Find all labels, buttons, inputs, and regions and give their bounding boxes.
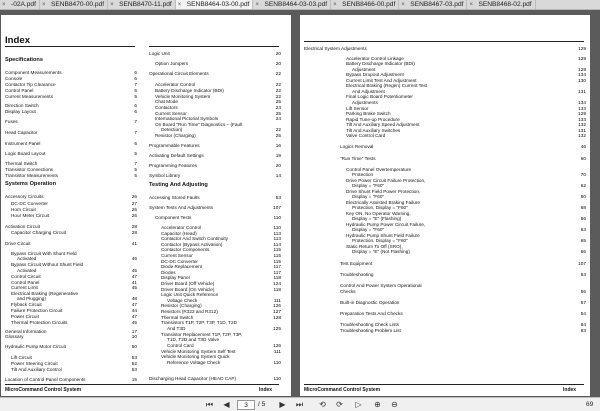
index-page-number: 17 [131,329,137,334]
index-page-number: 111 [273,298,281,303]
close-tab-icon[interactable]: × [469,2,473,8]
index-page-number: 47 [131,274,137,279]
close-tab-icon[interactable]: × [41,2,46,8]
index-entry: Adjustment [352,67,376,72]
index-entry: Valve Control Card [346,133,386,138]
section-heading: Testing And Adjusting [149,182,208,188]
index-page-number: 68 [580,205,586,210]
index-entry: Lift Sensor [346,106,369,111]
index-page-number: 117 [273,264,281,269]
index-entry: Activated [17,256,37,261]
index-page-number: 126 [273,343,281,348]
index-entry: Console [5,76,23,81]
index-entry: Checks [340,289,356,294]
index-page-number: 54 [580,311,586,316]
index-entry: Operational Circuit Elements [149,71,209,76]
index-entry: Tilt And Auxiliary Speed Adjustment [346,122,420,127]
index-page-number: 20 [275,51,281,56]
index-page-number: 7 [134,161,137,166]
index-page-number: 25 [275,111,281,116]
index-entry: Hydraulic Pump Shunt Field Failure [346,233,420,238]
index-entry: Troubleshooting Problem List [340,328,401,333]
tab-6[interactable] [399,0,467,9]
index-page-number: 45 [131,268,137,273]
index-entry: Battery Discharge Indicator (BDI) [346,61,415,66]
index-entry: Accessing Stored Faults [149,195,200,200]
pdf-viewer[interactable] [0,10,600,397]
index-entry: Head Capacitor [5,130,38,135]
index-entry: And Adjustment [352,89,385,94]
index-page-number: 115 [273,259,281,264]
play-icon[interactable]: ▷ [355,400,362,409]
index-entry: Thermal Protection Circuits [11,320,68,325]
index-page-number: 45 [131,285,137,290]
index-page-number: 22 [275,127,281,132]
index-entry: Reference Voltage Check [167,360,221,365]
tab-3[interactable] [176,0,254,9]
index-page-number: 22 [275,88,281,93]
index-page-number: 46 [580,144,586,149]
index-page-number: 63 [580,227,586,232]
index-page-number: 15 [131,377,137,382]
index-page-number: 125 [273,326,281,331]
index-page-number: 113 [273,231,281,236]
index-page-number: 24 [275,116,281,121]
index-entry: Control Circuit [11,274,41,279]
index-page-number: 134 [578,100,586,105]
section-heading: Specifications [5,57,43,63]
index-page-number: 44 [131,308,137,313]
index-page-number: 117 [273,270,281,275]
index-page-number: 7 [134,130,137,135]
index-entry: Electrically Assisted Braking Failure [346,200,420,205]
tab-5[interactable] [331,0,399,9]
index-page-number: 110 [273,225,281,230]
title-divider [149,46,279,47]
index-entry: International Pictorial Symbols [155,116,219,121]
index-page-number: 129 [578,111,586,116]
tab-label: SENB8470-00.pdf [50,1,105,8]
index-page-number: 114 [273,242,281,247]
index-page-number: 118 [273,275,281,280]
index-page-number: 115 [273,247,281,252]
index-entry: Display = "E" (Not Flashing) [352,249,410,254]
index-entry: Control Panel Overtemperature [346,167,412,172]
index-page-number: 66 [580,249,586,254]
index-page-number: 48 [131,296,137,301]
index-page-number: 22 [275,82,281,87]
index-entry: Electrical Braking (Regen) Current Test [346,83,428,88]
index-entry: Accelerator Control [155,82,196,87]
index-entry: and Plugging) [17,296,46,301]
last-page-icon[interactable]: ⏭ [295,400,304,409]
tab-label: SENB8468-02.pdf [478,1,532,8]
index-entry: Direction Switch [5,103,39,108]
index-page-number: 129 [578,67,586,72]
index-entry: Static Return To Off (SRO), [346,244,403,249]
index-page-number: 56 [580,289,586,294]
index-entry: Display = "E" (Flashing) [352,216,402,221]
index-page-number: 5 [134,151,137,156]
index-entry: On Board "Run Time" Diagnostics – (Fault [155,122,243,127]
index-entry: Bypass Circuit Without Shunt Field [11,262,84,267]
index-entry: Resistors (R322 and R312) [161,309,218,314]
index-page-number: 131 [578,89,586,94]
index-page-number: 113 [273,236,281,241]
index-entry: Diode Replacement [161,264,203,269]
index-entry: Symbol Library [149,173,181,178]
index-page-number: 127 [273,309,281,314]
index-page-number: 124 [273,281,281,286]
index-entry: Power Circuit [11,314,39,319]
index-page-number: 118 [273,287,281,292]
close-tab-icon[interactable]: × [110,2,114,8]
index-page-number: 110 [273,376,281,381]
index-entry: "Run Time" Tests [340,156,376,161]
index-entry: Preparation Tests And Checks [340,311,403,316]
index-page-number: 28 [131,230,137,235]
index-page-number: 6 [134,70,137,75]
index-entry: Drive Power Circuit Failure Protection, [346,178,426,183]
index-entry: Parking Brake Switch [346,111,391,116]
index-entry: Discharging Head Capacitor (HEAD CAP) [149,376,237,381]
index-entry: Current Measurements [5,94,53,99]
index-page-number: 5 [134,94,137,99]
rotate-left-icon[interactable]: ⟲ [319,400,326,409]
index-entry: Troubleshooting [340,272,374,277]
index-page-number: 6 [134,141,137,146]
footer-divider [5,384,279,385]
index-page-number: 6 [134,76,137,81]
header-divider [304,41,584,42]
tab-label: SENB8464-03-03.pdf [264,1,328,8]
index-page-number: 20 [275,163,281,168]
index-entry: System Tests And Adjustments [149,205,214,210]
zoom-out-icon[interactable]: ⊖ [391,400,398,409]
tab-bar [0,0,600,10]
index-page-number: 25 [275,99,281,104]
index-entry: Control Panel [11,280,40,285]
index-entry: Glossary [5,334,24,339]
index-entry: Component Tests [155,215,192,220]
index-entry: Detection) [161,127,183,132]
tab-2[interactable] [108,0,176,9]
index-page-number: 60 [580,156,586,161]
index-entry: Fuses [5,119,18,124]
index-entry: Final Logic Board Potentiometer [346,94,413,99]
index-entry: And T3D [167,326,186,331]
index-entry: Transistors T1P, T2P, T3P, T1D, T2D [161,320,237,325]
index-page-number: 110 [273,215,281,220]
index-page-number: 41 [131,241,137,246]
index-entry: Resistor (Charging) [155,133,196,138]
first-page-icon[interactable]: ⏮ [205,400,214,409]
index-entry: Failure Protection Circuit [11,308,63,313]
footer-title: MicroCommand Control System [304,387,381,393]
footer-divider [304,384,584,385]
index-page-number: 26 [131,213,137,218]
index-page-number: 83 [580,328,586,333]
footer-section: Index [259,387,273,393]
index-entry: Location of Control Panel Components [5,377,86,382]
index-entry: Test Equipment [340,261,373,266]
index-entry: T1D, T2D and T3D Valve [167,337,220,342]
index-page-number: 107 [578,261,586,266]
index-entry: Hydraulic Pump Motor Circuit [5,344,66,349]
tab-label: SENB8464-03-00.pdf [186,1,250,8]
index-page-number: 65 [580,238,586,243]
index-entry: Built-in Diagnostic Operation [340,300,400,305]
tab-label: SENB8466-00.pdf [342,1,396,8]
index-entry: Electrical Braking (Regenerative [11,291,78,296]
index-page-number: 10 [131,334,137,339]
index-entry: Accelerator Control Linkage [346,56,404,61]
index-page-number: 20 [275,61,281,66]
footer-section: Index [563,387,577,393]
close-tab-icon[interactable]: × [177,2,182,8]
index-entry: Contactor Components [161,247,210,252]
index-entry: Accelerator Control [161,225,202,230]
index-page-number: 53 [580,272,586,277]
index-page-number: 6 [134,88,137,93]
index-entry: Activated [17,268,37,273]
index-entry: Capacitor (Head) [161,231,197,236]
close-tab-icon[interactable]: × [401,2,405,8]
index-page-number: 62 [580,183,586,188]
index-entry: Activating Default Settings [149,153,204,158]
index-entry: Horn Circuit [11,207,36,212]
index-entry: Control Panel [5,88,34,93]
index-entry: Current Sensor [161,253,193,258]
pdf-page-right [300,15,590,396]
index-entry: Control Card [167,343,194,348]
index-entry: Drive Shunt Field Power Protection, [346,189,421,194]
index-page-number: 134 [578,72,586,77]
index-entry: Transistor Connections [5,167,54,172]
index-entry: Display = "F60" [352,183,385,188]
index-page-number: 110 [273,360,281,365]
index-entry: Hydraulic Pump Power Circuit Failure, [346,222,426,227]
index-entry: Contactors [155,105,178,110]
index-entry: Bypass Circuit With Shunt Field [11,251,77,256]
index-page-number: 133 [578,106,586,111]
index-entry: Vehicle Monitoring System [155,94,211,99]
index-page-number: 70 [580,172,586,177]
pdf-toolbar [0,397,600,411]
index-entry: Vehicle Monitoring System Self Test [161,349,236,354]
index-page-number: 26 [131,194,137,199]
tab-label: SENB8470-11.pdf [119,1,172,8]
index-page-number: 6 [134,103,137,108]
index-entry: Electrical System Adjustments [304,46,367,51]
index-entry: Logics Removal [340,144,374,149]
index-entry: Protection, Display = "F60" [352,238,408,243]
index-page-number: 53 [131,355,137,360]
index-entry: Thermal Switch [5,161,38,166]
tab-4[interactable] [253,0,331,9]
index-entry: DC-DC Converter [11,201,48,206]
page-title: Index [5,35,31,46]
index-entry: Accessory Circuits [5,194,44,199]
index-entry: Activation Circuit [5,224,40,229]
index-entry: Transistor Measurements [5,173,58,178]
index-entry: Power Steering Circuit [11,361,58,366]
index-entry: Transistor Replacement T1P, T2P, T3P, [161,332,243,337]
index-entry: Control And Power System Operational [340,283,422,288]
tab-7[interactable] [467,0,535,9]
index-page-number: 53 [131,367,137,372]
index-page-number: 53 [275,195,281,200]
index-entry: Current Limit Test And Adjustment [346,78,417,83]
close-tab-icon[interactable]: × [255,2,259,8]
close-tab-icon[interactable]: × [333,2,337,8]
index-page-number: 16 [275,143,281,148]
index-entry: Contactor And Switch Continuity [161,236,228,241]
index-entry: Display = "F60" [352,194,385,199]
index-page-number: 27 [131,201,137,206]
next-page-icon[interactable]: ▶ [279,400,286,409]
index-entry: Hour Meter Circuit [11,213,50,218]
index-page-number: 60 [580,194,586,199]
index-entry: Tilt And Auxiliary Control [11,367,62,372]
index-page-number: 50 [131,344,137,349]
index-page-number: 7 [134,82,137,87]
index-entry: Adjustments [352,100,378,105]
index-page-number: 129 [578,46,586,51]
index-page-number: 46 [131,256,137,261]
index-page-number: 45 [131,320,137,325]
index-page-number: 22 [275,94,281,99]
index-entry: Thermal Switch [161,315,194,320]
index-entry: Tilt And Auxiliary Switches [346,128,401,133]
index-entry: Diodes [161,270,176,275]
index-entry: Display Panel [161,275,190,280]
index-entry: Protection [352,172,374,177]
index-entry: Rapid Tune-up Procedure [346,117,400,122]
index-page-number: 25 [275,133,281,138]
index-entry: Programming Features [149,163,197,168]
index-page-number: 5 [134,167,137,172]
zoom-in-icon[interactable]: ⊕ [374,400,381,409]
index-entry: Option Jumpers [155,61,189,66]
index-entry: Protection, Display = "F60" [352,205,408,210]
index-page-number: 19 [275,153,281,158]
index-entry: Chat Mode [155,99,178,104]
index-page-number: 22 [275,71,281,76]
page-total: / 5 [258,401,266,408]
index-page-number: 66 [580,216,586,221]
title-divider [5,46,135,47]
tab-label: -02A.pdf [11,1,36,8]
index-page-number: 107 [273,205,281,210]
tab-label: SENB8467-03.pdf [410,1,464,8]
index-page-number: 47 [131,314,137,319]
index-page-number: 128 [273,315,281,320]
index-entry: Drive Circuit [5,241,31,246]
tab-0[interactable] [0,0,40,9]
index-entry: Flyback Circuit [11,302,42,307]
index-page-number: 14 [275,173,281,178]
index-entry: Component Measurements [5,70,62,75]
index-page-number: 52 [131,361,137,366]
index-page-number: 126 [273,303,281,308]
index-page-number: 41 [131,280,137,285]
index-entry: Troubleshooting Check Lists [340,322,399,327]
index-entry: Capacitor Charging Circuit [11,230,66,235]
footer-title: MicroCommand Control System [5,387,82,393]
previous-page-icon[interactable]: ◀ [223,400,230,409]
index-entry: Battery Discharge Indicator (BDI) [155,88,224,93]
index-entry: Current Sensor [155,111,187,116]
index-entry: Display = "F60" [352,227,385,232]
section-heading: Systems Operation [5,181,56,187]
index-entry: Bypass Dropout Adjustment [346,72,404,77]
close-tab-icon[interactable]: × [2,2,6,8]
index-page-number: 129 [578,56,586,61]
pdf-page-left [1,15,291,396]
index-entry: Logic Unit Quick Reference [161,292,219,297]
index-entry: Instrument Panel [5,141,41,146]
index-page-number: 132 [578,122,586,127]
index-entry: Logic Board Layout [5,151,46,156]
index-entry: Current Limit [11,285,38,290]
index-entry: General Information [5,329,47,334]
index-entry: Programmable Features [149,143,200,148]
index-entry: DC-DC Converter [161,259,198,264]
index-page-number: 23 [275,105,281,110]
index-page-number: 111 [273,349,281,354]
index-entry: Driver Board (Off Vehicle) [161,281,215,286]
index-page-number: 115 [273,253,281,258]
index-entry: Logic Unit [149,51,170,56]
index-entry: Key ON, No Operator Warning, [346,211,411,216]
index-page-number: 131 [578,128,586,133]
index-entry: Contactor Tip Clearance [5,82,56,87]
index-page-number: 130 [578,78,586,83]
page-number-input[interactable]: 3 [237,400,255,410]
index-page-number: 7 [134,119,137,124]
index-page-number: 84 [580,322,586,327]
index-page-number: 132 [578,133,586,138]
index-entry: Display Layout [5,109,36,114]
index-entry: Lift Circuit [11,355,32,360]
index-page-number: 6 [134,109,137,114]
rotate-right-icon[interactable]: ⟳ [336,400,343,409]
index-page-number: 57 [580,300,586,305]
index-entry: Voltage Check [167,298,198,303]
index-page-number: 28 [131,224,137,229]
index-page-number: 133 [578,117,586,122]
index-entry: Resistor (Charging) [161,303,202,308]
index-page-number: 5 [134,173,137,178]
zoom-level: 69 [586,401,594,408]
index-entry: Contactor (Bypass Activation) [161,242,223,247]
tab-1[interactable] [40,0,108,9]
index-entry: Driver Board (On Vehicle) [161,287,215,292]
index-page-number: 26 [131,207,137,212]
index-page-number: 47 [131,302,137,307]
index-entry: Vehicle Monitoring System Quick [161,354,230,359]
